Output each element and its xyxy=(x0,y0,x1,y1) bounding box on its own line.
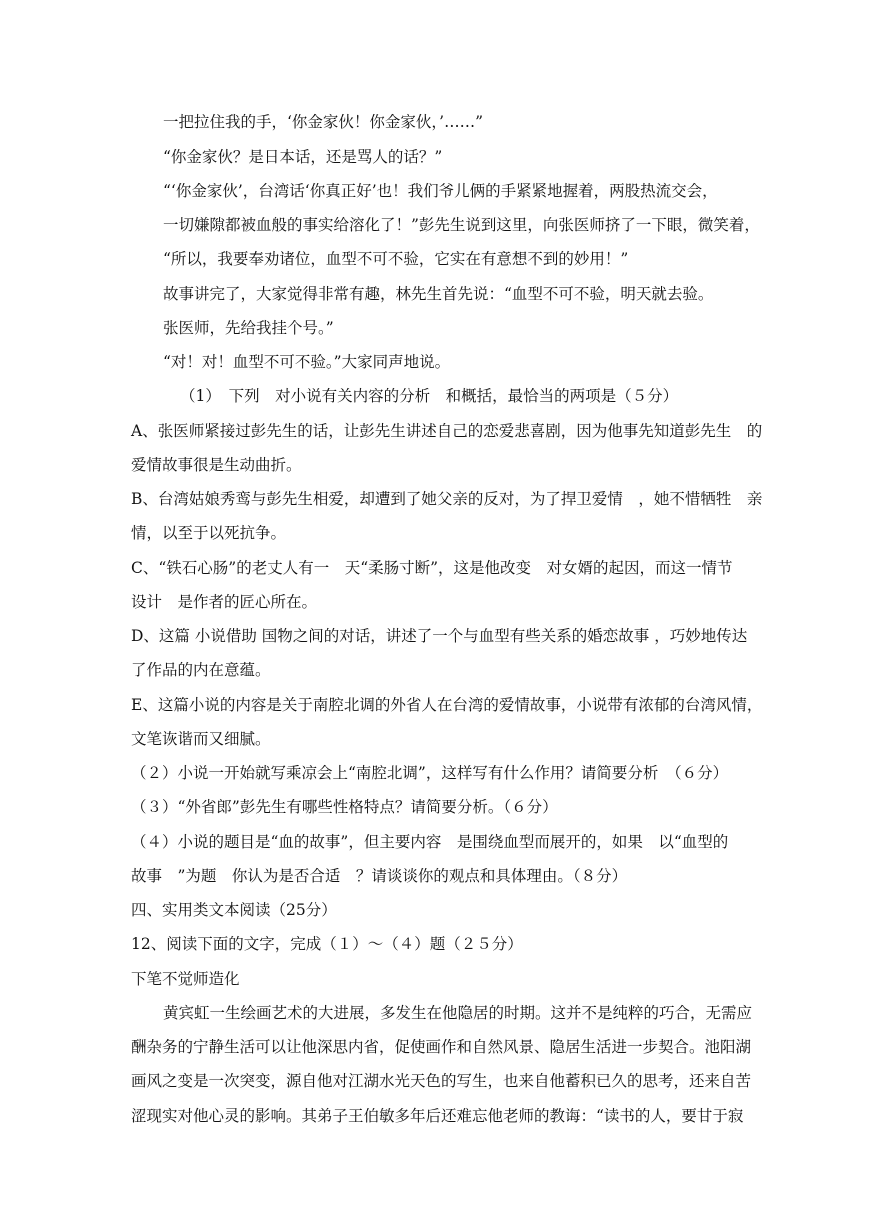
text-line: 酬杂务的宁静生活可以让他深思内省，促使画作和自然风景、隐居生活进一步契合。池阳湖 xyxy=(131,1038,752,1056)
option-c: C、“铁石心肠”的老丈人有一 天“柔肠寸断”，这是他改变 对女婿的起因，而这一情节 xyxy=(131,559,733,577)
text-line: 黄宾虹一生绘画艺术的大进展，多发生在他隐居的时期。这并不是纯粹的巧合，无需应 xyxy=(163,1004,753,1022)
option-d-cont: 了作品的内在意蕴。 xyxy=(131,661,271,679)
text-line: 一把拉住我的手，‘你金家伙！你金家伙，’……” xyxy=(163,113,484,131)
text-line: “你金家伙？是日本话，还是骂人的话？” xyxy=(163,148,443,166)
article-title: 下笔不觉师造化 xyxy=(131,970,240,988)
option-b: B、台湾姑娘秀鸾与彭先生相爱，却遭到了她父亲的反对，为了捍卫爱情 ，她不惜牺牲 亲 xyxy=(131,490,763,508)
question-1: （1） 下列 对小说有关内容的分析 和概括，最恰当的两项是（５分） xyxy=(180,387,679,405)
text-line: 一切嫌隙都被血般的事实给溶化了！”彭先生说到这里，向张医师挤了一下眼，微笑着， xyxy=(163,216,760,234)
option-b-cont: 情，以至于以死抗争。 xyxy=(131,524,287,542)
option-d: D、这篇 小说借助 国物之间的对话，讲述了一个与血型有些关系的婚恋故事 ，巧妙地传达 xyxy=(131,627,748,645)
text-line: “所以，我要奉劝诸位，血型不可不验，它实在有意想不到的妙用！” xyxy=(163,250,629,268)
question-2: （２）小说一开始就写乘凉会上“南腔北调”，这样写有什么作用？请简要分析 （６分） xyxy=(131,764,729,782)
option-a: A、张医师紧接过彭先生的话，让彭先生讲述自己的恋爱悲喜剧，因为他事先知道彭先生 的 xyxy=(131,422,763,440)
question-3: （３）“外省郎”彭先生有哪些性格特点？请简要分析。（６分） xyxy=(131,798,558,816)
question-4: （４）小说的题目是“血的故事”，但主要内容 是围绕血型而展开的，如果 以“血型的 xyxy=(131,833,729,851)
question-4-cont: 故事 ”为题 你认为是否合适 ？请谈谈你的观点和具体理由。（８分） xyxy=(131,867,628,885)
option-c-cont: 设计 是作者的匠心所在。 xyxy=(131,593,318,611)
text-line: 画风之变是一次突变，源自他对江湖水光天色的写生，也来自他蓄积已久的思考，还来自苦 xyxy=(131,1072,752,1090)
text-line: 涩现实对他心灵的影响。其弟子王伯敏多年后还难忘他老师的教诲：“读书的人，要甘于寂 xyxy=(131,1107,744,1125)
text-line: “对！对！血型不可不验。”大家同声地说。 xyxy=(163,353,451,371)
question-12: 12、阅读下面的文字，完成（１）～（４）题（２５分） xyxy=(131,935,523,953)
text-line: 张医师，先给我挂个号。” xyxy=(163,319,334,337)
text-line: “‘你金家伙’，台湾话‘你真正好’也！我们爷儿俩的手紧紧地握着，两股热流交会， xyxy=(163,182,718,200)
option-e-cont: 文笔诙谐而又细腻。 xyxy=(131,730,271,748)
option-e: E、这篇小说的内容是关于南腔北调的外省人在台湾的爱情故事，小说带有浓郁的台湾风情， xyxy=(131,696,763,714)
text-line: 故事讲完了，大家觉得非常有趣，林先生首先说：“血型不可不验，明天就去验。 xyxy=(163,285,714,303)
section-heading: 四、实用类文本阅读（25分） xyxy=(131,901,337,919)
option-a-cont: 爱情故事很是生动曲折。 xyxy=(131,456,302,474)
